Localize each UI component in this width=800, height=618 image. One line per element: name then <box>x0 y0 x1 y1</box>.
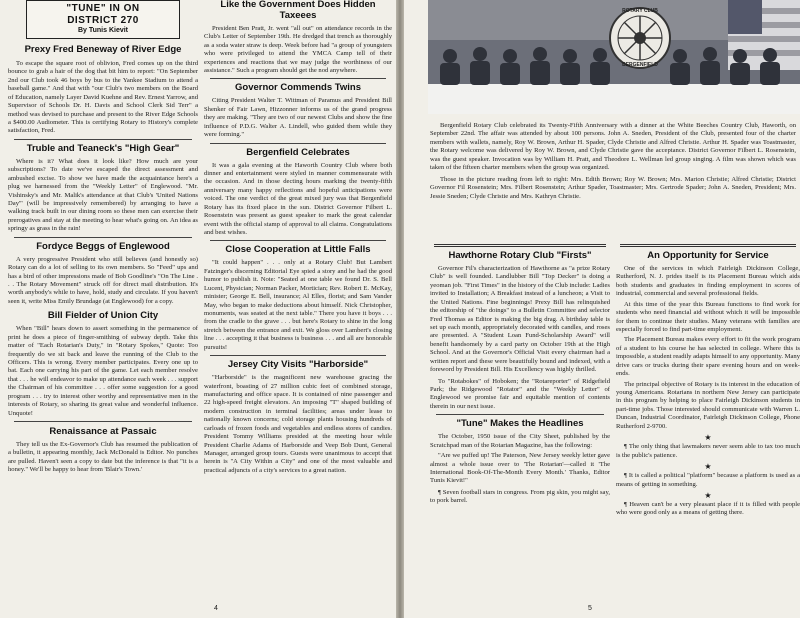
section-rule <box>620 244 796 247</box>
filler-football: ¶ Seven football stars in congress. From pig skin, you might say, to pork barrel. <box>430 488 610 505</box>
filler-platform: ¶ It is called a political "platform" because a platform is used as a means of getting in something. <box>616 472 800 488</box>
article-truble-teaneck: Where is it? What does it look like? How much are your subscriptions? To date we've escaped the direct assessment and ambushed excise. To show we have made the acquaintance here's a plug we harnessed from the "Weekly Letter" of Englewood. "Mr. Vishinsky's and Mr. Malik's attendance at that Club's 'United Nations Day'" (will be impressively remembered) by arranging to have a walking track built in our dining room so these men can exercise their prerogatives and stay at the meeting to hear what's going on. An idea as springy as grass in the rain! <box>8 157 198 233</box>
heading-bill-fielder: Bill Fielder of Union City <box>47 310 159 322</box>
article-jersey-city: "Harborside" is the magnificent new warehouse gracing the waterfront, boasting of 27 million cubic feet of combined storage, manufacturing and office space. It is contained of nine passenger and 22 high-speed freight elevators. An imposing "T" shaped building of modern construction in terminal facilities; areas under lease to nationally known concerns; cold storage plants housing hundreds of carloads of frozen foods and vegetables and endless stores of candies. President Tommy Williams presided at the meeting hour while President Charlie Adams of Harborside and Veep Bob Dunt, General Manager, arranged group tours. Guests were unanimous to accept that herein is "A City Within a City" and one of the most valuable and practical adjuncts of a city's services to a great nation. <box>204 374 392 474</box>
page-number-4: 4 <box>214 605 218 612</box>
divider <box>436 414 604 415</box>
group-photo-illustration <box>428 0 800 114</box>
byline: By Tunis Kievit <box>77 27 129 34</box>
page-five <box>404 0 800 618</box>
page-number-5: 5 <box>588 605 592 612</box>
article-prexy-fred: To escape the square root of oblivion, Fred comes up on the third bounce to grab a hair of the dog that bit him to report: "On September 2nd our Club took 46 boys by bus to the Yankee Stadium to attend a baseball game." And that with "our Club's two members on the Board of Education, namely Layer David Kuehne and Rev. Ernest Yarrow, and Supervisor of Schools Dr. H. Davis and School Clerk Sid Terr" a method was devised to purchase and present to the River Edge Schools a $400.00 Audiometer. This is certifying Rotary to History's complete satisfaction, Fred. <box>8 59 198 135</box>
heading-hidden-taxees: Like the Government Does Hidden Taxeees <box>220 0 376 21</box>
heading-opportunity-service: An Opportunity for Service <box>647 250 769 261</box>
page5-left-column <box>430 242 610 508</box>
page4-right-column <box>204 0 392 477</box>
filler-heaven: ¶ Heaven can't be a very pleasant place if it is filled with people who were good only as a means of getting there. <box>616 500 800 517</box>
heading-governor-twins: Governor Commends Twins <box>235 82 361 94</box>
article-opportunity-1: One of the services in which Fairleigh Dickinson College, Rutherford, N. J. prides itself is its Placement Bureau which aids both students and graduates in finding employment in scores of industrial, commercial and several professional fields. <box>616 264 800 298</box>
article-tune-quote: "Are we puffed up! The Paterson, New Jersey weekly letter gave almost a whole issue over to 'The Rotarian'—called it 'The International Book-Of-The-Month Every Month.' Thanks, Editor Tunis Kievit!" <box>430 452 610 485</box>
article-little-falls: "It could happen" . . . only at a Rotary Club! But Lambert Fatzinger's discerning Editorial Eye spied a story and he had the good humor to publish it. Note: "Seated at one table we found Dr. S. Bell Lucent, Physician; Norman Packer, Mortician; Rev. Robert E. McKay, minister; George E. Bell, insurance; Al Elles, florist; and Sam Vander May, who began to make deductions about himself. Nick Christopher, monuments, was seated at the next table." There you have it boys . . . from the cradle to the grave . . . but here's Rotary to shine in the long stretch between the entrance and exit. We gloss over Lambert's closing line . . . accepting it that business is business . . . and all are honorable pursuits! <box>204 259 392 351</box>
divider <box>14 421 192 422</box>
photo-caption <box>430 122 796 203</box>
article-opportunity-2: At this time of the year this Bureau functions to find work for students who need financial aid without which it will be impossible for them to continue their studies. Many veterans with families are especially forced to find part-time employment. <box>616 300 800 333</box>
star-icon: ★ <box>704 433 712 443</box>
article-tune-headlines: The October, 1950 issue of the City Sheet, published by the Scratchpad man of the Rotarian Magazine, has the following: <box>430 433 610 449</box>
district-title: DISTRICT 270 <box>67 14 139 26</box>
article-renaissance-passaic: They tell us the Ex-Governor's Club has resumed the publication of a bulletin, it appearing monthly, Jack McDonald is Editor. No punches are pulled. Haven't seen a copy to date but the inference is that "it is a honey." We'll be happy to hear from 'Blair's Town.' <box>8 440 198 474</box>
emblem-text-bottom: BERGENFIELD <box>622 62 658 68</box>
emblem-text-top: ROTARY CLUB <box>622 8 658 14</box>
tune-in-title: "TUNE" IN ON <box>66 3 140 14</box>
divider <box>14 237 192 238</box>
heading-little-falls: Close Cooperation at Little Falls <box>225 244 371 256</box>
tune-in-header-box <box>26 0 180 39</box>
article-bergenfield-celebrates: It was a gala evening at the Haworth Country Club where both dinner and entertainment were styled in manner commensurate with the occasion. And in those decting hours marking the twenty-fifth anniversary many happy reflections and hopeful anticipations were voiced. The one verdict of the great mixed jury was that Bergenfield Rotary has its fixed place in the sun. District Governor Filbert L. Rosenstein was present as guest speaker to mark the great calendar event with the official stamp of approval to all claims. Congratulations and best wishes. <box>204 161 392 236</box>
heading-bergenfield-celebrates: Bergenfield Celebrates <box>246 146 350 158</box>
article-bulletins: To "Rotabokes" of Hoboken; the "Rotareporter" of Ridgefield Park; the Ridgewood "Rotator" and the "Weekly Letter" of Englewood we promise fair and equitable mention of contents therein in our next issue. <box>430 377 610 410</box>
divider <box>210 240 386 241</box>
page5-right-column <box>616 242 800 520</box>
heading-hawthorne-firsts: Hawthorne Rotary Club "Firsts" <box>448 250 592 261</box>
divider <box>14 139 192 140</box>
star-icon: ★ <box>704 462 712 472</box>
heading-renaissance-passaic: Renaissance at Passaic <box>49 426 157 438</box>
caption-paragraph-1: Bergenfield Rotary Club celebrated its Twenty-Fifth Anniversary with a dinner at the White Beeches Country Club, Haworth, on September 22nd. The affair was attended by about 100 persons. John A. Sneden, President of the Club, presented four of the charter members with wallets, namely, Roy W. Brown, Arthur H. Spader, Clyde Christie and Alfred Christie. Arthur H. Spader was Toastmaster, the Rotary welcome was delivered by Roy W. Brown, and Clyde Christie gave the acceptance. District Governor Filbert L. Rosenstein, was the guest speaker. Invocation was by William H. Pratt, and Theodore L. Wellman led group singing. A film was shown which was taken of the fifteen charter members when the group was organized. <box>430 122 796 172</box>
article-governor-twins: Citing President Walter T. Wittman of Paramus and President Bill Shenker of Fair Lawn, Hizzonner informs us of the grand progress they are making. "They are two of our newest Clubs and show the fine influence of P.D.G. Walter A. Lindell, who guided them while they were forming." <box>204 97 392 139</box>
caption-paragraph-2: Those in the picture reading from left to right: Mrs. Edith Brown; Roy W. Brown; Mrs. Marion Christie; Alfred Christie; District Governor Fil Rosenstein; Mrs. Filbert Rosenstein; Arthur Spader, Toastmaster; Mrs. Gertrode Spader; John A. Sneden, President; Mrs. Jessie Sneden; Clyde Christie and Mrs. Kathryn Christie. <box>430 175 796 200</box>
heading-jersey-city: Jersey City Visits "Harborside" <box>227 359 369 371</box>
page-four <box>0 0 396 618</box>
anniversary-group-photo <box>428 0 800 114</box>
star-icon: ★ <box>704 490 712 500</box>
article-fordyce-beggs: A very progressive President who still believes (and honestly so) Rotary can do a lot of selling to its own members. So "Feed" ups and has a bird of other impressions made of Bob Goodline's "On The Line . . . The Rotary Movement" struck off for direct mail distribution. It's worth anybody's while to have, hold, study and circulate. If you haven't seen it, write Miss Emily Brundage (at Englewood) for a copy. <box>8 255 198 305</box>
heading-fordyce-beggs: Fordyce Beggs of Englewood <box>36 240 170 252</box>
page4-left-column <box>8 0 198 477</box>
filler-lawmakers: ¶ The only thing that lawmakers never seem able to tax too much is the public's patience. <box>616 443 800 459</box>
article-opportunity-4: The principal objective of Rotary is its interest in the education of young Americans. Rotarians in northern New Jersey can participate in this program by helping to place Fairleigh Dickinson students in part-time jobs. Those interested should communicate with Warren L. Duncan, Industrial Coordinator, Fairleigh Dickinson College, Phone Rutherford 2-9700. <box>616 380 800 430</box>
rotary-wheel-icon <box>610 8 670 68</box>
article-opportunity-3: The Placement Bureau makes every effort to fit the work program of a student to his course he has selected in college. Where this is impossible, a student readily adapts himself to any opportunity. Many drive cars or trucks during their spare evening hours and on week-ends. <box>616 336 800 378</box>
heading-truble-teaneck: Truble and Teaneck's "High Gear" <box>26 142 180 154</box>
heading-tune-headlines: "Tune" Makes the Headlines <box>456 418 584 430</box>
article-bill-fielder: When "Bill" hears down to assert something in the permanence of print he does a piece of finger-smithing of subway depth. Take this matter of "Each Rotarian's Duty," in "Rotary Spokes," Quote: Too frequently do we sit back and leave the running of the Club to the Officers. This is wrong. Every member participates. Every one up to bat. Each one carrying his part of the game. Let each member resolve that . . . he will endeavor to make up attendance each week . . . support the Chairman of his committee . . . offer some suggestion for a good program . . . try to interest other worthy and representative men in the interests of Rotary, so sharing its great value and wonderful influence. Unquote! <box>8 325 198 417</box>
heading-prexy-fred: Prexy Fred Beneway of River Edge <box>24 44 182 56</box>
divider <box>210 78 386 79</box>
center-gutter <box>396 0 404 618</box>
divider <box>210 355 386 356</box>
article-hawthorne-firsts: Governor Fil's characterization of Hawthorne as "a prize Rotary Club" is well founded. Landlubber Bill "Top Decker" is doing a yeoman job. "First Times" in the history of the Club include: Ladies invited to Installation; A Breakfast instead of a luncheon; a Visit to the United Nations. Fine beginnings! Prexy Bill has relinquished the editorship of "the doings" to a Bulletin Committee and selector Fred Thomas as Editor is making the big drag. A birthday table is set up each month, appropriately decorated with candles, and roses are presented. A "Student Loan Fund-Scholarship Award" will benefit handsomely by a card party on October 19th at the High School. And at the Governor's Official Visit every chairman had a written report and these were beautifully bound and indexed, with a foreword by President Bill. His Excellency was highly thrilled. <box>430 264 610 374</box>
section-rule <box>434 244 606 247</box>
article-hidden-taxees: President Ben Pratt, Jr. went "all out" on attendance records in the Club's Letter of September 19th. He dredged that trench as thoroughly as a soda water straw is deep. Week before had "a group of youngsters who were privileged to attend the YMCA Camp tell of their experiences and reactions that we may judge the worthiness of our assistance." Such a program should get the nod anywhere. <box>204 24 392 75</box>
divider <box>210 143 386 144</box>
